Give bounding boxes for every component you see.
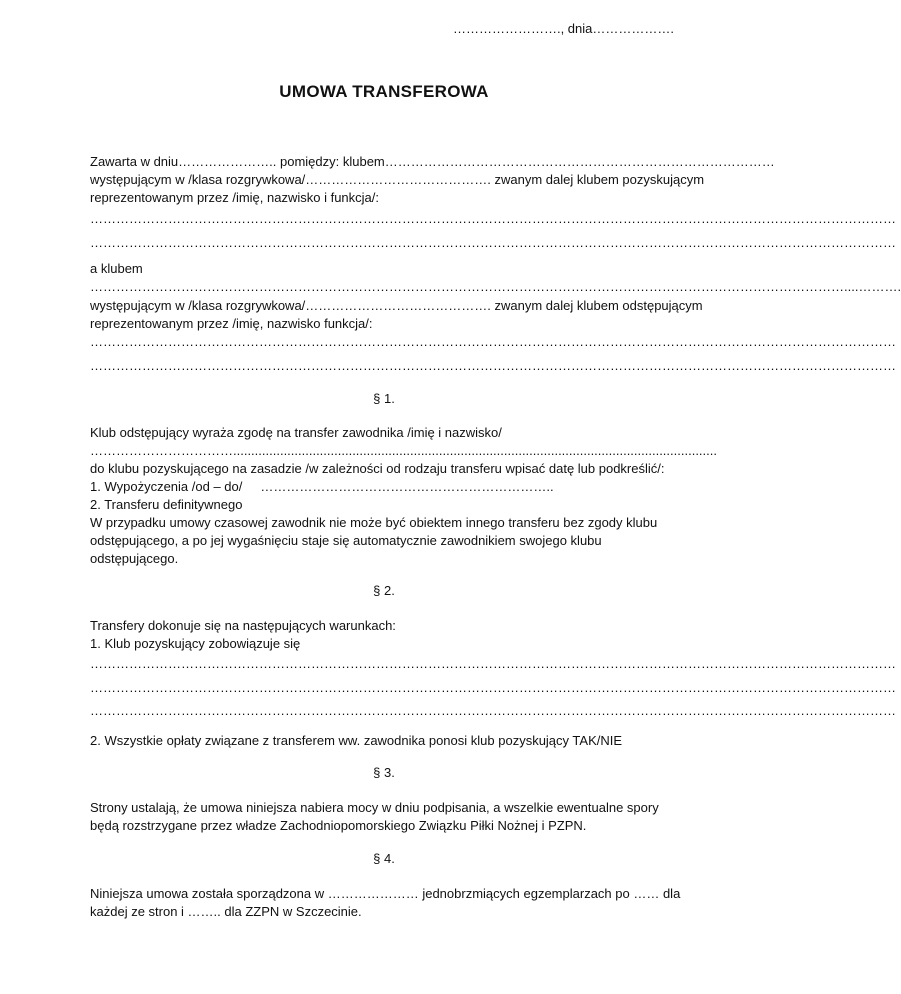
section-mark: § 3. — [373, 765, 395, 780]
dotted-fill-line: …………………………………………………………………………………………………………………………………………………………………… — [90, 703, 896, 718]
section-4-line: Niniejsza umowa została sporządzona w ………………… jednobrzmiących egzemplarzach po …… dla — [90, 886, 681, 901]
intro-line: Zawarta w dniu………………….. pomiędzy: klubem……………………………………………………………………………… — [90, 154, 775, 169]
section-2-line: Transfery dokonuje się na następujących warunkach: — [90, 618, 396, 633]
section-1-line — [90, 478, 674, 496]
section-mark: § 1. — [373, 391, 395, 406]
section-1-line: 2. Transferu definitywnego — [90, 497, 243, 512]
section-1-line: odstępującego, a po jej wygaśnięciu staje się automatycznie zawodnikiem swojego klubu — [90, 533, 602, 548]
intro-line: reprezentowanym przez /imię, nazwisko funkcja/: — [90, 316, 373, 331]
intro-line: reprezentowanym przez /imię, nazwisko i funkcja/: — [90, 190, 380, 205]
section-mark: § 4. — [373, 851, 395, 866]
dotted-fill-line: …………………………………………………………………………………………………………………………………………………………....………. — [90, 279, 901, 294]
intro-line: występującym w /klasa rozgrywkowa/……………………………………. zwanym dalej klubem pozyskującym — [90, 172, 705, 187]
section-2-line: 2. Wszystkie opłaty związane z transferem ww. zawodnika ponosi klub pozyskujący TAK/NIE — [90, 733, 623, 748]
dotted-fill-line: …………………………………………………………………………………………………………………………………………………………………… — [90, 656, 896, 671]
dotted-fill-line: …………………………………………………………………………………………………………………………………………………………………… — [90, 680, 896, 695]
place-date-line: ……………………., dnia………………. — [452, 21, 674, 36]
dotted-fill-line: …………………………………………………………………………………………………………………………………………………………………… — [90, 235, 896, 250]
section-3-line: będą rozstrzygane przez władze Zachodniopomorskiego Związku Piłki Nożnej i PZPN. — [90, 818, 587, 833]
loan-option-label: 1. Wypożyczenia /od – do/ — [90, 479, 243, 494]
section-3-line: Strony ustalają, że umowa niniejsza nabiera mocy w dniu podpisania, a wszelkie ewentualne spory — [90, 800, 659, 815]
section-1-line: W przypadku umowy czasowej zawodnik nie może być obiektem innego transferu bez zgody klubu — [90, 515, 658, 530]
document-title: UMOWA TRANSFEROWA — [279, 82, 489, 101]
section-2-line: 1. Klub pozyskujący zobowiązuje się — [90, 636, 301, 651]
intro-line: a klubem — [90, 261, 143, 276]
dotted-fill-line: …………………………………………………………………………………………………………………………………………………………………… — [90, 211, 896, 226]
section-mark: § 2. — [373, 583, 395, 598]
dotted-fill-line: …………………………………………………………………………………………………………………………………………………………………… — [90, 358, 896, 373]
dotted-fill-line: …………………………………………………………………………………………………………………………………………………………………… — [90, 334, 896, 349]
section-1-line: Klub odstępujący wyraża zgodę na transfer zawodnika /imię i nazwisko/ — [90, 425, 502, 440]
section-4-line: każdej ze stron i …….. dla ZZPN w Szczecinie. — [90, 904, 362, 919]
dotted-fill: ………………………………………………………….. — [260, 479, 554, 494]
section-1-line: do klubu pozyskującego na zasadzie /w zależności od rodzaju transferu wpisać datę lub podkreślić/: — [90, 461, 665, 476]
dotted-fill-line: ……………………………...................................................................................................................................... — [90, 443, 717, 458]
intro-line: występującym w /klasa rozgrywkowa/……………………………………. zwanym dalej klubem odstępującym — [90, 298, 703, 313]
section-1-line: odstępującego. — [90, 551, 179, 566]
